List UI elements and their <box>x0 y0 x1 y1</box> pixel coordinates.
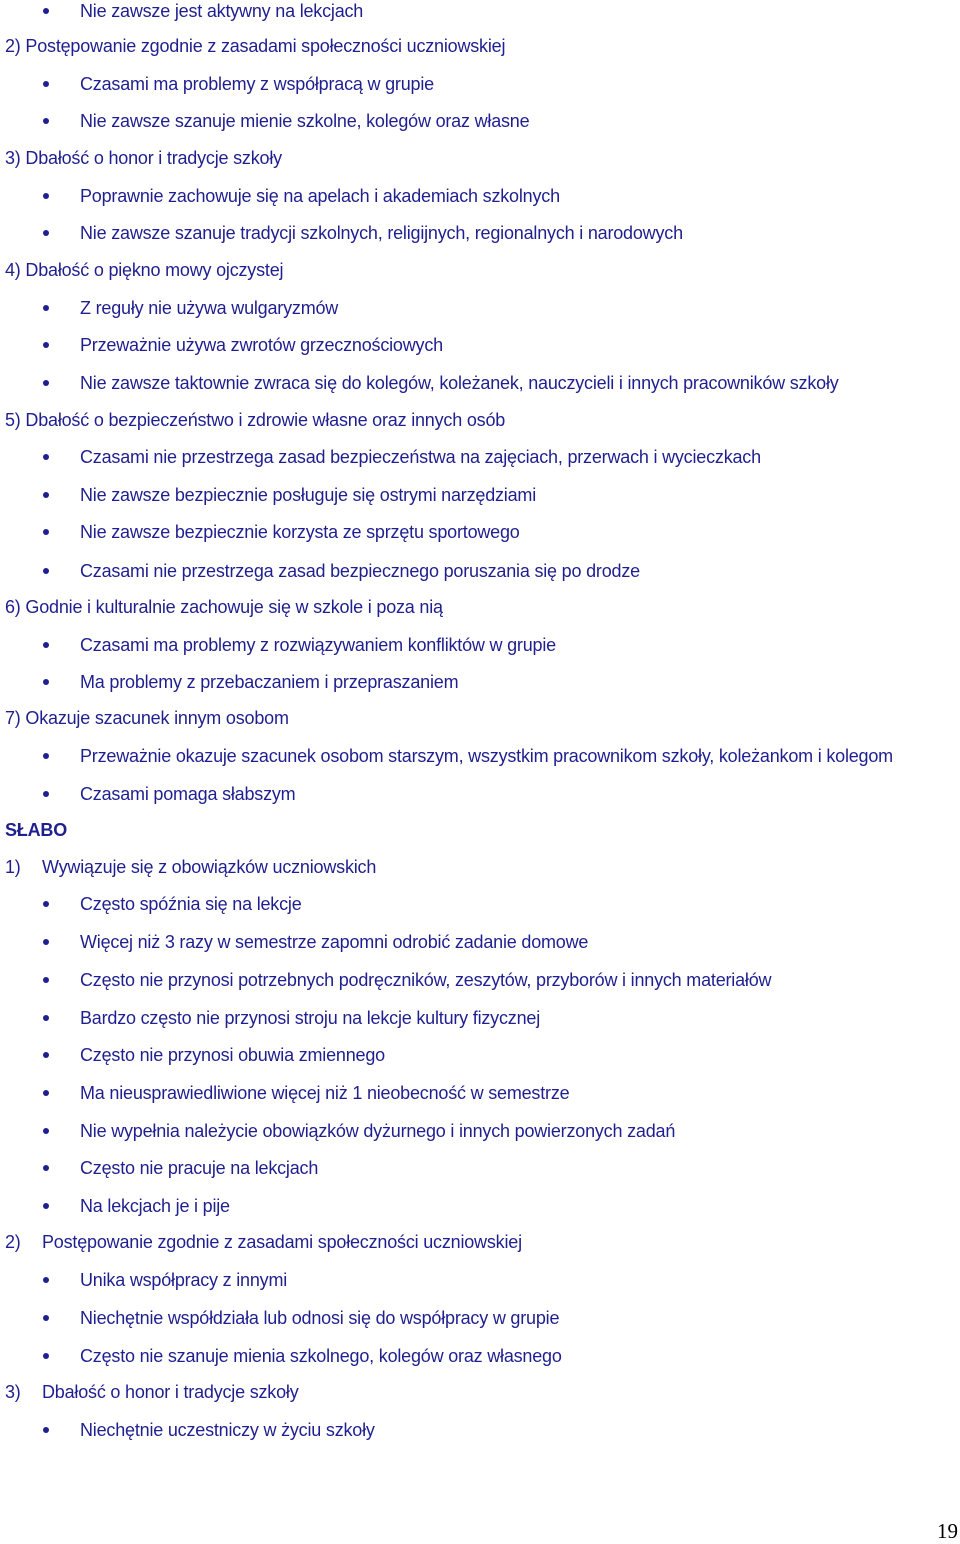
section-number: 2) <box>5 1232 21 1252</box>
section-heading: 5) Dbałość o bezpieczeństwo i zdrowie własne oraz innych osób <box>5 410 506 430</box>
bullet-icon <box>43 230 49 236</box>
list-item-text: Czasami ma problemy z współpracą w grupie <box>80 74 434 94</box>
bullet-icon <box>43 568 49 574</box>
bullet-icon <box>43 1015 49 1021</box>
bullet-icon <box>43 454 49 460</box>
list-item-text: Często nie pracuje na lekcjach <box>80 1158 319 1178</box>
list-item-text: Nie zawsze szanuje mienie szkolne, kolegów oraz własne <box>80 111 530 131</box>
grade-heading: SŁABO <box>5 820 68 840</box>
section-heading: 7) Okazuje szacunek innym osobom <box>5 708 289 728</box>
list-item-text: Czasami nie przestrzega zasad bezpieczeństwa na zajęciach, przerwach i wycieczkach <box>80 447 761 467</box>
list-item-text: Nie zawsze bezpiecznie korzysta ze sprzętu sportowego <box>80 522 520 542</box>
section-heading-text: Dbałość o honor i tradycje szkoły <box>42 1382 299 1402</box>
list-item-text: Często nie szanuje mienia szkolnego, kolegów oraz własnego <box>80 1346 562 1366</box>
list-item-text: Często nie przynosi potrzebnych podręczników, zeszytów, przyborów i innych materiałów <box>80 970 772 990</box>
list-item-text: Niechętnie współdziała lub odnosi się do współpracy w grupie <box>80 1308 560 1328</box>
bullet-icon <box>43 939 49 945</box>
bullet-icon <box>43 791 49 797</box>
section-heading: 2) Postępowanie zgodnie z zasadami społeczności uczniowskiej <box>5 36 506 56</box>
list-item-text: Czasami pomaga słabszym <box>80 784 296 804</box>
bullet-icon <box>43 1128 49 1134</box>
list-item-text: Na lekcjach je i pije <box>80 1196 230 1216</box>
list-item-text: Często spóźnia się na lekcje <box>80 894 302 914</box>
list-item-text: Więcej niż 3 razy w semestrze zapomni odrobić zadanie domowe <box>80 932 589 952</box>
bullet-icon <box>43 342 49 348</box>
list-item-text: Często nie przynosi obuwia zmiennego <box>80 1045 385 1065</box>
bullet-icon <box>43 753 49 759</box>
bullet-icon <box>43 679 49 685</box>
list-item-text: Czasami ma problemy z rozwiązywaniem konfliktów w grupie <box>80 635 556 655</box>
bullet-icon <box>43 1052 49 1058</box>
section-heading: 4) Dbałość o piękno mowy ojczystej <box>5 260 284 280</box>
list-item-text: Czasami nie przestrzega zasad bezpiecznego poruszania się po drodze <box>80 561 640 581</box>
bullet-icon <box>43 81 49 87</box>
list-item-text: Ma problemy z przebaczaniem i przepraszaniem <box>80 672 459 692</box>
bullet-icon <box>43 901 49 907</box>
list-item-text: Przeważnie okazuje szacunek osobom starszym, wszystkim pracownikom szkoły, koleżankom i kolegom <box>80 746 893 766</box>
list-item-text: Nie zawsze szanuje tradycji szkolnych, religijnych, regionalnych i narodowych <box>80 223 683 243</box>
list-item-text: Przeważnie używa zwrotów grzecznościowych <box>80 335 443 355</box>
bullet-icon <box>43 193 49 199</box>
page-number: 19 <box>937 1519 958 1543</box>
section-heading-text: Postępowanie zgodnie z zasadami społeczności uczniowskiej <box>42 1232 522 1252</box>
bullet-icon <box>43 977 49 983</box>
bullet-icon <box>43 380 49 386</box>
bullet-icon <box>43 1277 49 1283</box>
list-item-text: Nie zawsze taktownie zwraca się do kolegów, koleżanek, nauczycieli i innych pracowników szkoły <box>80 373 839 393</box>
bullet-icon <box>43 1165 49 1171</box>
bullet-icon <box>43 1090 49 1096</box>
list-item-text: Bardzo często nie przynosi stroju na lekcje kultury fizycznej <box>80 1008 541 1028</box>
section-number: 3) <box>5 1382 21 1402</box>
list-item-text: Nie wypełnia należycie obowiązków dyżurnego i innych powierzonych zadań <box>80 1121 676 1141</box>
bullet-icon <box>43 118 49 124</box>
list-item-text: Niechętnie uczestniczy w życiu szkoły <box>80 1420 375 1440</box>
section-heading-text: Wywiązuje się z obowiązków uczniowskich <box>42 857 377 877</box>
list-item-text: Nie zawsze bezpiecznie posługuje się ostrymi narzędziami <box>80 485 537 505</box>
section-heading: 6) Godnie i kulturalnie zachowuje się w szkole i poza nią <box>5 597 443 617</box>
section-heading: 3) Dbałość o honor i tradycje szkoły <box>5 148 282 168</box>
section-number: 1) <box>5 857 21 877</box>
list-item-text: Z reguły nie używa wulgaryzmów <box>80 298 339 318</box>
list-item-text: Unika współpracy z innymi <box>80 1270 288 1290</box>
bullet-icon <box>43 1353 49 1359</box>
bullet-icon <box>43 1427 49 1433</box>
bullet-icon <box>43 492 49 498</box>
bullet-icon <box>43 1315 49 1321</box>
bullet-icon <box>43 305 49 311</box>
list-item-text: Ma nieusprawiedliwione więcej niż 1 nieobecność w semestrze <box>80 1083 570 1103</box>
bullet-icon <box>43 529 49 535</box>
bullet-icon <box>43 1203 49 1209</box>
bullet-icon <box>43 642 49 648</box>
list-item-text: Nie zawsze jest aktywny na lekcjach <box>80 1 364 21</box>
bullet-icon <box>43 8 49 14</box>
list-item-text: Poprawnie zachowuje się na apelach i akademiach szkolnych <box>80 186 560 206</box>
